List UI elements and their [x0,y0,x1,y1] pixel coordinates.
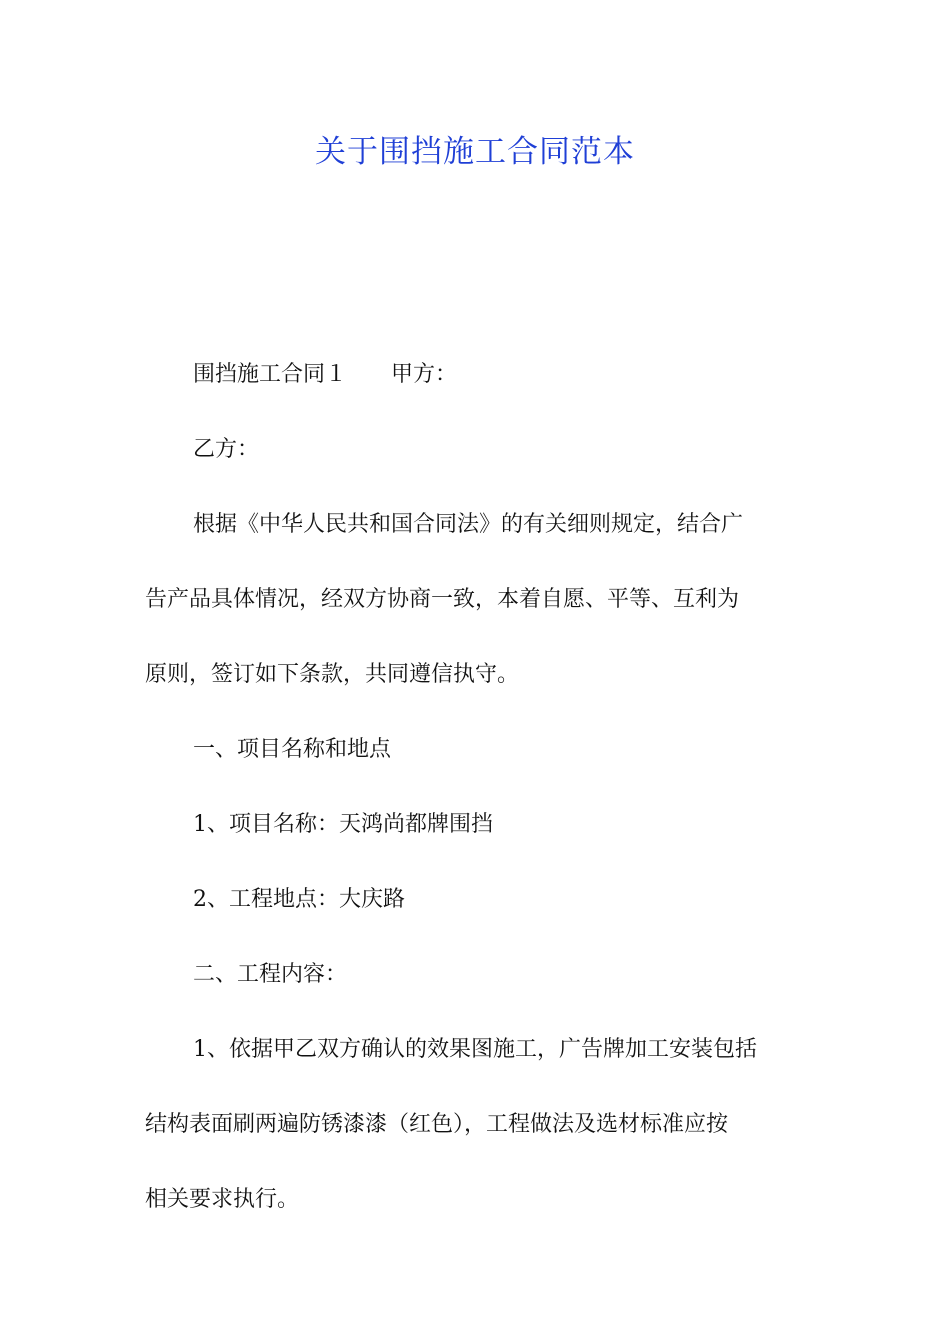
party-b-label: 乙方： [193,437,260,462]
section2-title: 二、工程内容： [193,962,348,987]
contract-heading-line [145,337,810,412]
document-body [145,337,810,1237]
document-title: 关于围挡施工合同范本 [315,134,635,170]
party-a-label: 甲方： [391,362,458,387]
intro-line-1: 根据《中华人民共和国合同法》的有关细则规定，结合广 [193,512,744,537]
intro-line-2: 告产品具体情况，经双方协商一致，本着自愿、平等、互利为 [145,587,740,612]
section2-item1-cont-2 [145,1162,810,1237]
intro-paragraph [145,487,810,562]
intro-paragraph-cont-1 [145,562,810,637]
contract-label: 围挡施工合同１ [193,362,348,387]
section1-item1: 1、项目名称：天鸿尚都牌围挡 [193,812,493,837]
section2-item1-cont-1 [145,1087,810,1162]
section2-item1-line-3: 相关要求执行。 [145,1187,300,1212]
section1-title: 一、项目名称和地点 [193,737,392,762]
section1-item2: 2、工程地点：大庆路 [193,887,405,912]
section2-item1-line-1: 1、依据甲乙双方确认的效果图施工，广告牌加工安装包括 [193,1037,757,1062]
section2-item1 [145,1012,810,1087]
intro-line-3: 原则，签订如下条款，共同遵信执守。 [145,662,520,687]
intro-paragraph-cont-2 [145,637,810,712]
section2-item1-line-2: 结构表面刷两遍防锈漆漆（红色），工程做法及选材标准应按 [145,1112,729,1137]
